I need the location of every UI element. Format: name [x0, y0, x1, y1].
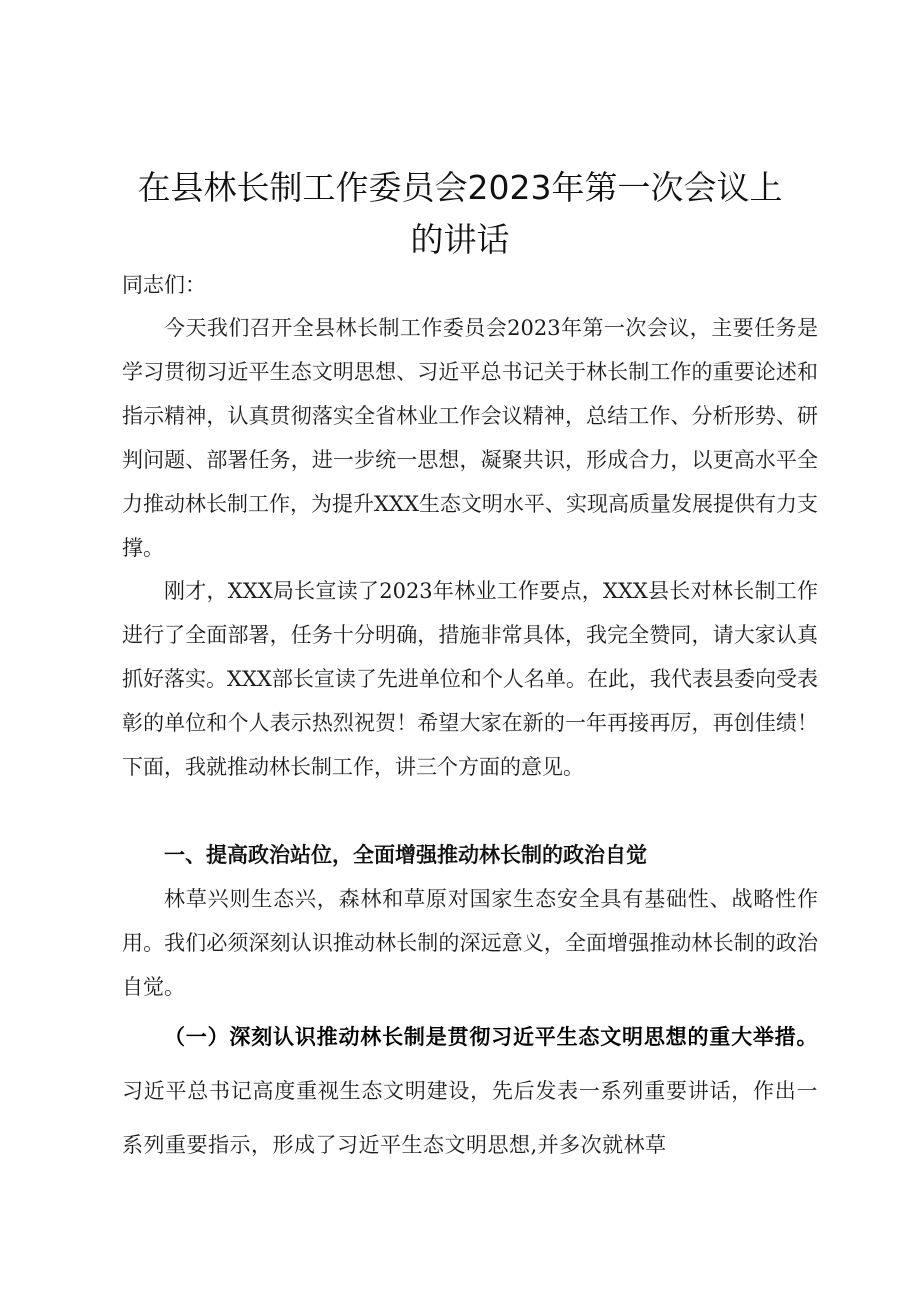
paragraph-3: 林草兴则生态兴，森林和草原对国家生态安全具有基础性、战略性作用。我们必须深刻认识推动林长制的深远意义，全面增强推动林长制的政治自觉。: [122, 887, 818, 999]
paragraph-4-text: 习近平总书记高度重视生态文明建设，先后发表一系列重要讲话，作出一系列重要指示，形成了习近平生态文明思想,并多次就林草: [122, 1079, 818, 1157]
paragraph-2: 刚才，XXX局长宣读了2023年林业工作要点，XXX县长对林长制工作进行了全面部署，任务十分明确，措施非常具体，我完全赞同，请大家认真抓好落实。XXX部长宣读了先进单位和个人名单。在此，我代表县委向受表彰的单位和个人表示热烈祝贺！希望大家在新的一年再接再厉，再创佳绩！下面，我就推动林长制工作，讲三个方面的意见。: [122, 579, 818, 779]
section-heading-1: 一、提高政治站位，全面增强推动林长制的政治自觉: [164, 843, 647, 867]
document-title-line-2: 的讲话: [410, 220, 510, 259]
subsection-heading-1: （一）深刻认识推动林长制是贯彻习近平生态文明思想的重大举措。: [164, 1024, 818, 1049]
paragraph-1: 今天我们召开全县林长制工作委员会2023年第一次会议，主要任务是学习贯彻习近平生态文明思想、习近平总书记关于林长制工作的重要论述和指示精神，认真贯彻落实全省林业工作会议精神，总结工作、分析形势、研判问题、部署任务，进一步统一思想，凝聚共识，形成合力，以更高水平全力推动林长制工作，为提升XXX生态文明水平、实现高质量发展提供有力支撑。: [122, 316, 818, 560]
paragraph-4: [122, 1010, 818, 1172]
salutation: 同志们：: [122, 273, 206, 297]
document-title-line-1: 在县林长制工作委员会2023年第一次会议上: [137, 168, 783, 207]
